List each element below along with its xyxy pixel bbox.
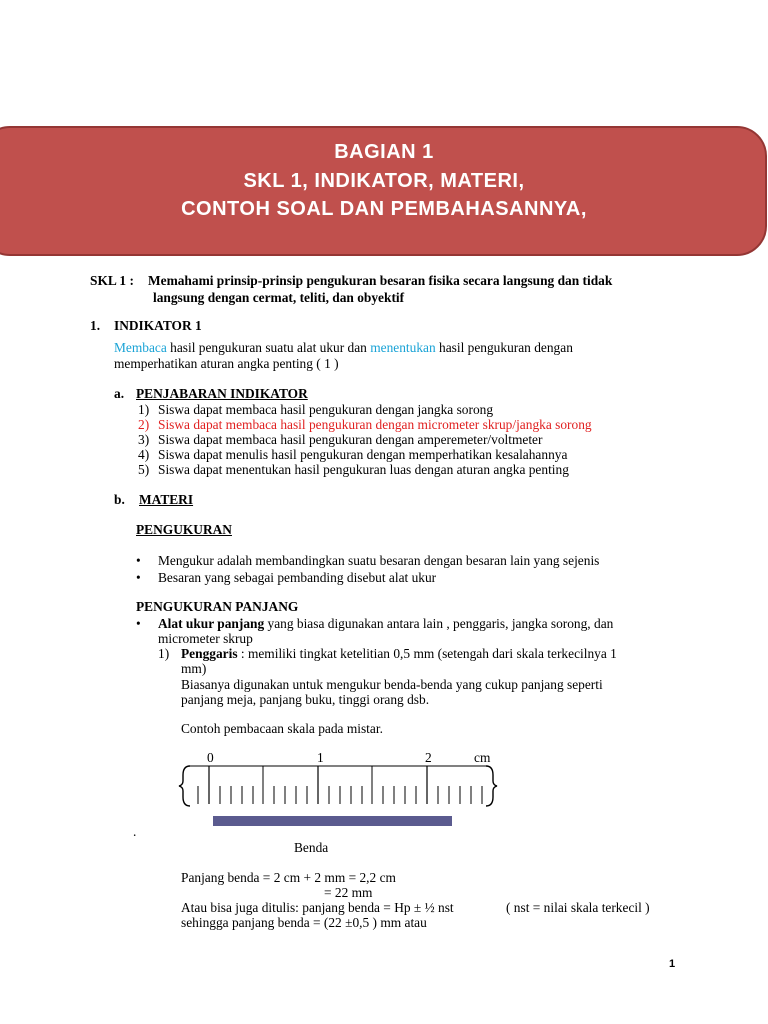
ruler-label-unit: cm bbox=[474, 750, 491, 765]
penjabaran-item: Siswa dapat membaca hasil pengukuran dengan amperemeter/voltmeter bbox=[158, 432, 543, 447]
bullet-dot: • bbox=[136, 570, 141, 585]
indikator-text-a: hasil pengukuran suatu alat ukur dan bbox=[166, 340, 371, 355]
contoh-caption: Contoh pembacaan skala pada mistar. bbox=[181, 721, 383, 736]
ruler-right-brace bbox=[486, 766, 497, 806]
penjabaran-letter: a. bbox=[114, 386, 125, 401]
indikator-text-b: hasil pengukuran dengan bbox=[435, 340, 573, 355]
penjabaran-item: Siswa dapat menulis hasil pengukuran dengan memperhatikan kesalahannya bbox=[158, 447, 568, 462]
banner-title-line-3: CONTOH SOAL DAN PEMBAHASANNYA, bbox=[181, 198, 587, 220]
calc-nst-note: ( nst = nilai skala terkecil ) bbox=[506, 900, 650, 915]
bullet-item: Mengukur adalah membandingkan suatu besaran dengan besaran lain yang sejenis bbox=[158, 553, 600, 568]
penjabaran-item-num: 3) bbox=[138, 432, 150, 447]
skl-label: SKL 1 : bbox=[90, 273, 134, 288]
penjabaran-heading: PENJABARAN INDIKATOR bbox=[136, 386, 308, 401]
penjabaran-item-num: 2) bbox=[138, 417, 150, 432]
skl-text-line-1: Memahami prinsip-prinsip pengukuran besaran fisika secara langsung dan tidak bbox=[148, 273, 613, 288]
penjabaran-item: Siswa dapat menentukan hasil pengukuran luas dengan aturan angka penting bbox=[158, 462, 569, 477]
penggaris-text: : memiliki tingkat ketelitian 0,5 mm (setengah dari skala terkecilnya 1 bbox=[237, 646, 617, 661]
penjabaran-item-num: 4) bbox=[138, 447, 150, 462]
materi-heading: MATERI bbox=[139, 492, 194, 507]
bullet-dot: • bbox=[136, 616, 141, 631]
stray-dot: . bbox=[133, 824, 137, 839]
bullet-item: Besaran yang sebagai pembanding disebut alat ukur bbox=[158, 570, 437, 585]
pengukuran-panjang-heading: PENGUKURAN PANJANG bbox=[136, 599, 299, 614]
penjabaran-item-num: 1) bbox=[138, 402, 150, 417]
penggaris-term: Penggaris bbox=[181, 646, 238, 661]
biasanya-line-1: Biasanya digunakan untuk mengukur benda-benda yang cukup panjang seperti bbox=[181, 677, 603, 692]
penggaris-line-1 bbox=[181, 646, 617, 661]
alat-ukur-term: Alat ukur panjang bbox=[158, 616, 265, 631]
indikator-number: 1. bbox=[90, 318, 101, 333]
pengukuran-heading: PENGUKURAN bbox=[136, 522, 232, 537]
measured-object-bar bbox=[213, 816, 452, 826]
banner-title-line-1: BAGIAN 1 bbox=[334, 141, 434, 163]
penjabaran-item: Siswa dapat membaca hasil pengukuran dengan jangka sorong bbox=[158, 402, 494, 417]
calc-line-1: Panjang benda = 2 cm + 2 mm = 2,2 cm bbox=[181, 870, 396, 885]
calc-line-4: sehingga panjang benda = (22 ±0,5 ) mm atau bbox=[181, 915, 427, 930]
skl-text-line-2: langsung dengan cermat, teliti, dan obyektif bbox=[153, 290, 405, 305]
ruler-label-0: 0 bbox=[207, 750, 214, 765]
ruler-label-2: 2 bbox=[425, 750, 432, 765]
biasanya-line-2: panjang meja, panjang buku, tinggi orang dsb. bbox=[181, 692, 430, 707]
indikator-heading: INDIKATOR 1 bbox=[114, 318, 202, 333]
ruler-left-brace bbox=[179, 766, 190, 806]
page-number: 1 bbox=[669, 958, 676, 970]
measured-object-label: Benda bbox=[294, 840, 329, 855]
indikator-paragraph-line-2: memperhatikan aturan angka penting ( 1 ) bbox=[114, 356, 339, 371]
alat-ukur-text: yang biasa digunakan antara lain , penggaris, jangka sorong, dan bbox=[264, 616, 614, 631]
keyword-menentukan: menentukan bbox=[370, 340, 436, 355]
ruler-mm-ticks bbox=[198, 786, 482, 804]
calc-line-2: = 22 mm bbox=[324, 885, 373, 900]
bullet-dot: • bbox=[136, 553, 141, 568]
penjabaran-item: Siswa dapat membaca hasil pengukuran dengan micrometer skrup/jangka sorong bbox=[158, 417, 592, 432]
ruler-diagram bbox=[178, 764, 502, 808]
penggaris-line-2: mm) bbox=[181, 661, 207, 676]
penjabaran-item-num: 5) bbox=[138, 462, 150, 477]
banner-title-line-2: SKL 1, INDIKATOR, MATERI, bbox=[243, 170, 525, 192]
indikator-paragraph-line-1 bbox=[114, 340, 573, 355]
ruler-label-1: 1 bbox=[317, 750, 324, 765]
alat-ukur-line-1 bbox=[158, 616, 613, 631]
keyword-membaca: Membaca bbox=[114, 340, 167, 355]
materi-letter: b. bbox=[114, 492, 125, 507]
penggaris-number: 1) bbox=[158, 646, 170, 661]
calc-line-3: Atau bisa juga ditulis: panjang benda = Hp ± ½ nst bbox=[181, 900, 454, 915]
alat-ukur-line-2: micrometer skrup bbox=[158, 631, 253, 646]
